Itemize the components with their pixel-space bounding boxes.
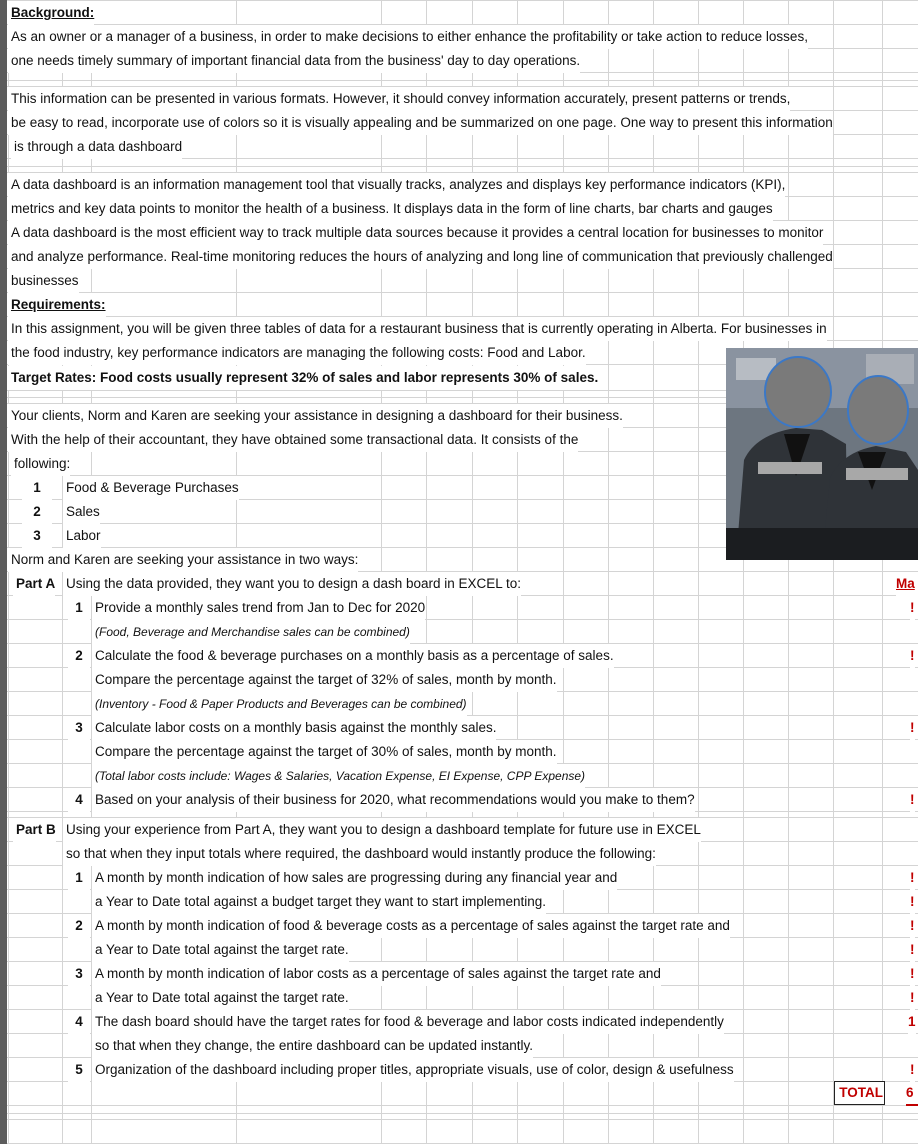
part-b-text-2[interactable]: a Year to Date total against a budget target they want to start implementing. xyxy=(92,890,546,914)
right-mark-9[interactable]: ! xyxy=(910,962,915,986)
part-b-intro-1[interactable]: Using your experience from Part A, they want you to design a dashboard template for future use in EXCEL xyxy=(63,818,701,842)
part-a-text-2[interactable]: (Food, Beverage and Merchandise sales can be combined) xyxy=(92,620,410,644)
part-a-text-4[interactable]: Compare the percentage against the target of 32% of sales, month by month. xyxy=(92,668,557,692)
data-item-num-1[interactable]: 1 xyxy=(22,476,52,500)
two-ways-line[interactable]: Norm and Karen are seeking your assistance in two ways: xyxy=(8,548,358,572)
gridline-row xyxy=(0,1113,918,1114)
right-mark-1[interactable]: ! xyxy=(910,596,915,620)
part-b-text-6[interactable]: a Year to Date total against the target rate. xyxy=(92,986,349,1010)
part-b-text-4[interactable]: a Year to Date total against the target rate. xyxy=(92,938,349,962)
part-b-num-2[interactable]: 2 xyxy=(68,914,90,938)
data-item-num-3[interactable]: 3 xyxy=(22,524,52,548)
gridline-row xyxy=(0,80,918,81)
right-mark-10[interactable]: ! xyxy=(910,986,915,1010)
part-b-text-1[interactable]: A month by month indication of how sales are progressing during any financial year and xyxy=(92,866,617,890)
data-item-label-3[interactable]: Labor xyxy=(63,524,101,548)
background-line-3[interactable]: This information can be presented in various formats. However, it should convey information accurately, present patterns or trends, xyxy=(8,87,790,111)
right-mark-11[interactable]: 1 xyxy=(908,1010,916,1034)
right-mark-5[interactable]: ! xyxy=(910,866,915,890)
part-b-num-4[interactable]: 4 xyxy=(68,1010,90,1034)
gridline-row xyxy=(0,292,918,293)
part-b-text-5[interactable]: A month by month indication of labor costs as a percentage of sales against the target rate and xyxy=(92,962,661,986)
row-header-strip xyxy=(0,0,7,1144)
part-a-text-8[interactable]: (Total labor costs include: Wages & Salaries, Vacation Expense, EI Expense, CPP Expense) xyxy=(92,764,585,788)
part-b-num-3[interactable]: 3 xyxy=(68,962,90,986)
part-a-text-5[interactable]: (Inventory - Food & Paper Products and Beverages can be combined) xyxy=(92,692,467,716)
part-b-text-8[interactable]: so that when they change, the entire dashboard can be updated instantly. xyxy=(92,1034,533,1058)
client-line-2[interactable]: With the help of their accountant, they have obtained some transactional data. It consists of the xyxy=(8,428,578,452)
part-a-text-9[interactable]: Based on your analysis of their business for 2020, what recommendations would you make to them? xyxy=(92,788,695,812)
part-a-label[interactable]: Part A xyxy=(13,572,55,596)
data-item-label-1[interactable]: Food & Beverage Purchases xyxy=(63,476,239,500)
part-a-text-7[interactable]: Compare the percentage against the target of 30% of sales, month by month. xyxy=(92,740,557,764)
requirements-line-2[interactable]: the food industry, key performance indicators are managing the following costs: Food and Labor. xyxy=(8,341,586,365)
staff-photo xyxy=(726,348,918,560)
background-line-1[interactable]: As an owner or a manager of a business, in order to make decisions to either enhance the profitability or take action to reduce losses, xyxy=(8,25,808,49)
right-mark-6[interactable]: ! xyxy=(910,890,915,914)
part-a-num-2[interactable]: 2 xyxy=(68,644,90,668)
data-item-num-2[interactable]: 2 xyxy=(22,500,52,524)
part-b-text-3[interactable]: A month by month indication of food & beverage costs as a percentage of sales against the target rate and xyxy=(92,914,730,938)
right-mark-12[interactable]: ! xyxy=(910,1058,915,1082)
part-a-text-1[interactable]: Provide a monthly sales trend from Jan to Dec for 2020 xyxy=(92,596,425,620)
background-line-6[interactable]: A data dashboard is an information management tool that visually tracks, analyzes and displays key performance indicators (KPI), xyxy=(8,173,785,197)
requirements-line-1[interactable]: In this assignment, you will be given three tables of data for a restaurant business that is currently operating in Alberta. For businesses in xyxy=(8,317,827,341)
part-b-num-5[interactable]: 5 xyxy=(68,1058,90,1082)
part-b-text-9[interactable]: Organization of the dashboard including proper titles, appropriate visuals, use of color, design & usefulness xyxy=(92,1058,734,1082)
requirements-heading[interactable]: Requirements: xyxy=(8,293,106,317)
background-line-10[interactable]: businesses xyxy=(8,269,79,293)
staff-photo-image xyxy=(726,348,918,560)
background-heading[interactable]: Background: xyxy=(8,1,94,25)
part-a-num-4[interactable]: 4 xyxy=(68,788,90,812)
target-rates-line[interactable]: Target Rates: Food costs usually represent 32% of sales and labor represents 30% of sales. xyxy=(8,366,598,390)
part-b-label[interactable]: Part B xyxy=(13,818,56,842)
part-a-text-3[interactable]: Calculate the food & beverage purchases on a monthly basis as a percentage of sales. xyxy=(92,644,614,668)
part-a-intro[interactable]: Using the data provided, they want you to design a dash board in EXCEL to: xyxy=(63,572,521,596)
client-line-1[interactable]: Your clients, Norm and Karen are seeking your assistance in designing a dashboard for their business. xyxy=(8,404,623,428)
background-line-7[interactable]: metrics and key data points to monitor the health of a business. It displays data in the form of line charts, bar charts and gauges xyxy=(8,197,773,221)
background-line-8[interactable]: A data dashboard is the most efficient way to track multiple data sources because it provides a central location for businesses to monitor xyxy=(8,221,823,245)
right-mark-2[interactable]: ! xyxy=(910,644,915,668)
gridline-row xyxy=(0,166,918,167)
client-line-3[interactable]: following: xyxy=(11,452,70,476)
total-label[interactable]: TOTAL xyxy=(834,1081,885,1105)
data-item-label-2[interactable]: Sales xyxy=(63,500,100,524)
part-a-num-1[interactable]: 1 xyxy=(68,596,90,620)
background-line-2[interactable]: one needs timely summary of important financial data from the business' day to day operations. xyxy=(8,49,580,73)
right-mark-3[interactable]: ! xyxy=(910,716,915,740)
part-b-num-1[interactable]: 1 xyxy=(68,866,90,890)
right-mark-7[interactable]: ! xyxy=(910,914,915,938)
background-line-5[interactable]: is through a data dashboard xyxy=(11,135,182,159)
right-mark-4[interactable]: ! xyxy=(910,788,915,812)
part-b-text-7[interactable]: The dash board should have the target rates for food & beverage and labor costs indicated independently xyxy=(92,1010,724,1034)
gridline-row xyxy=(0,0,918,1)
part-a-num-3[interactable]: 3 xyxy=(68,716,90,740)
background-line-4[interactable]: be easy to read, incorporate use of colors so it is visually appealing and be summarized on one page. One way to present this information xyxy=(8,111,833,135)
right-mark-8[interactable]: ! xyxy=(910,938,915,962)
gridline-row xyxy=(0,1105,918,1106)
background-line-9[interactable]: and analyze performance. Real-time monitoring reduces the hours of analyzing and long line of communication that previously challenged xyxy=(8,245,833,269)
right-column-header[interactable]: Ma xyxy=(896,572,918,596)
part-b-intro-2[interactable]: so that when they input totals where required, the dashboard would instantly produce the following: xyxy=(63,842,656,866)
gridline-row xyxy=(0,1119,918,1120)
total-value[interactable]: 6 xyxy=(906,1082,918,1106)
part-a-text-6[interactable]: Calculate labor costs on a monthly basis against the monthly sales. xyxy=(92,716,496,740)
